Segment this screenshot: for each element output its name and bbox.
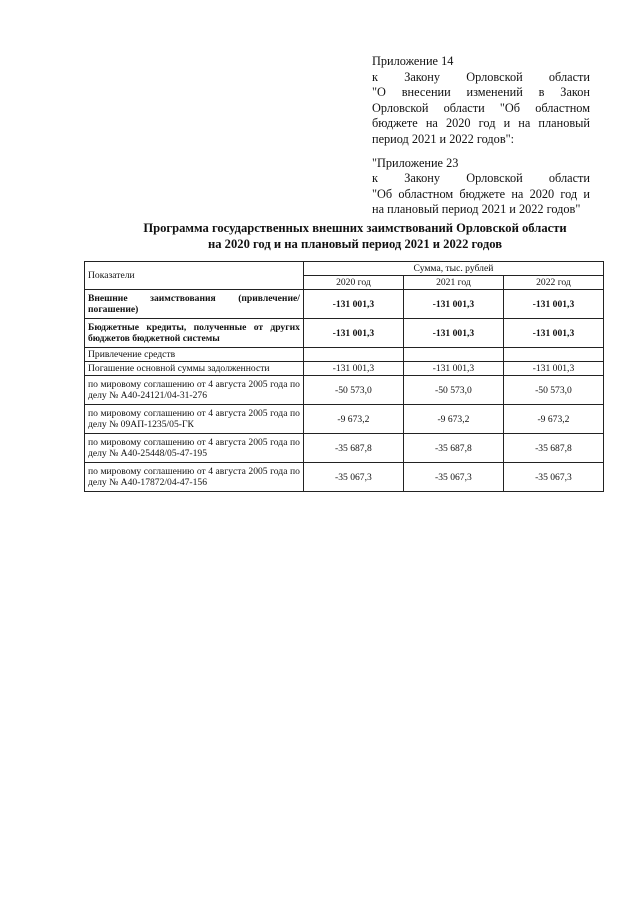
table-row (85, 290, 604, 319)
row-value (303, 348, 403, 362)
row-label: по мировому соглашению от 4 августа 2005 года по делу № А40-24121/04-31-276 (85, 376, 304, 405)
row-value: -9 673,2 (503, 405, 603, 434)
column-header-year: 2022 год (503, 276, 603, 290)
quoted-annex-line: на плановый период 2021 и 2022 годов" (372, 202, 581, 217)
annex-line: к Закону Орловской области (372, 69, 590, 84)
annex-line: "О внесении изменений в Закон (372, 85, 590, 100)
row-value: -35 687,8 (303, 434, 403, 463)
row-value: -131 001,3 (303, 319, 403, 348)
column-header-sum: Сумма, тыс. рублей (303, 262, 603, 276)
row-value: -131 001,3 (403, 290, 503, 319)
row-value: -131 001,3 (303, 362, 403, 376)
table-row (85, 348, 604, 362)
row-label: Бюджетные кредиты, полученные от других бюджетов бюджетной системы (85, 319, 304, 348)
table-row (85, 405, 604, 434)
row-value: -35 687,8 (503, 434, 603, 463)
annex-header (372, 54, 590, 218)
row-value: -35 067,3 (403, 463, 503, 492)
quoted-annex-line: "Об областном бюджете на 2020 год и (372, 186, 590, 201)
row-value: -131 001,3 (503, 319, 603, 348)
column-header-indicator: Показатели (85, 262, 304, 290)
borrowing-program-table (84, 261, 604, 492)
annex-number: Приложение 14 (372, 54, 454, 68)
title-line: Программа государственных внешних заимствований Орловской области (143, 221, 567, 235)
row-value: -35 067,3 (303, 463, 403, 492)
row-value: -50 573,0 (403, 376, 503, 405)
row-value: -131 001,3 (503, 290, 603, 319)
row-value: -9 673,2 (403, 405, 503, 434)
row-value: -50 573,0 (503, 376, 603, 405)
row-value: -131 001,3 (503, 362, 603, 376)
row-label: Привлечение средств (85, 348, 304, 362)
annex-line: бюджете на 2020 год и на плановый (372, 116, 590, 131)
title-line: на 2020 год и на плановый период 2021 и 2022 годов (207, 237, 503, 251)
column-header-year: 2020 год (303, 276, 403, 290)
table-row (85, 362, 604, 376)
row-value: -35 687,8 (403, 434, 503, 463)
row-value: -35 067,3 (503, 463, 603, 492)
row-value: -131 001,3 (403, 319, 503, 348)
row-label: Внешние заимствования (привлечение/погашение) (85, 290, 304, 319)
table-row (85, 376, 604, 405)
annex-line: период 2021 и 2022 годов": (372, 131, 515, 146)
row-value: -9 673,2 (303, 405, 403, 434)
row-value (403, 348, 503, 362)
annex-line: Орловской области "Об областном (372, 100, 590, 115)
row-value: -50 573,0 (303, 376, 403, 405)
quoted-annex-line: к Закону Орловской области (372, 171, 590, 186)
quoted-annex-number: "Приложение 23 (372, 155, 459, 170)
row-label: по мировому соглашению от 4 августа 2005 года по делу № А40-17872/04-47-156 (85, 463, 304, 492)
row-value: -131 001,3 (403, 362, 503, 376)
row-value: -131 001,3 (303, 290, 403, 319)
table-row (85, 319, 604, 348)
document-title (120, 220, 590, 252)
row-label: по мировому соглашению от 4 августа 2005 года по делу № 09АП-1235/05-ГК (85, 405, 304, 434)
row-label: Погашение основной суммы задолженности (85, 362, 304, 376)
table-row (85, 434, 604, 463)
row-value (503, 348, 603, 362)
row-label: по мировому соглашению от 4 августа 2005 года по делу № А40-25448/05-47-195 (85, 434, 304, 463)
column-header-year: 2021 год (403, 276, 503, 290)
table-row (85, 463, 604, 492)
